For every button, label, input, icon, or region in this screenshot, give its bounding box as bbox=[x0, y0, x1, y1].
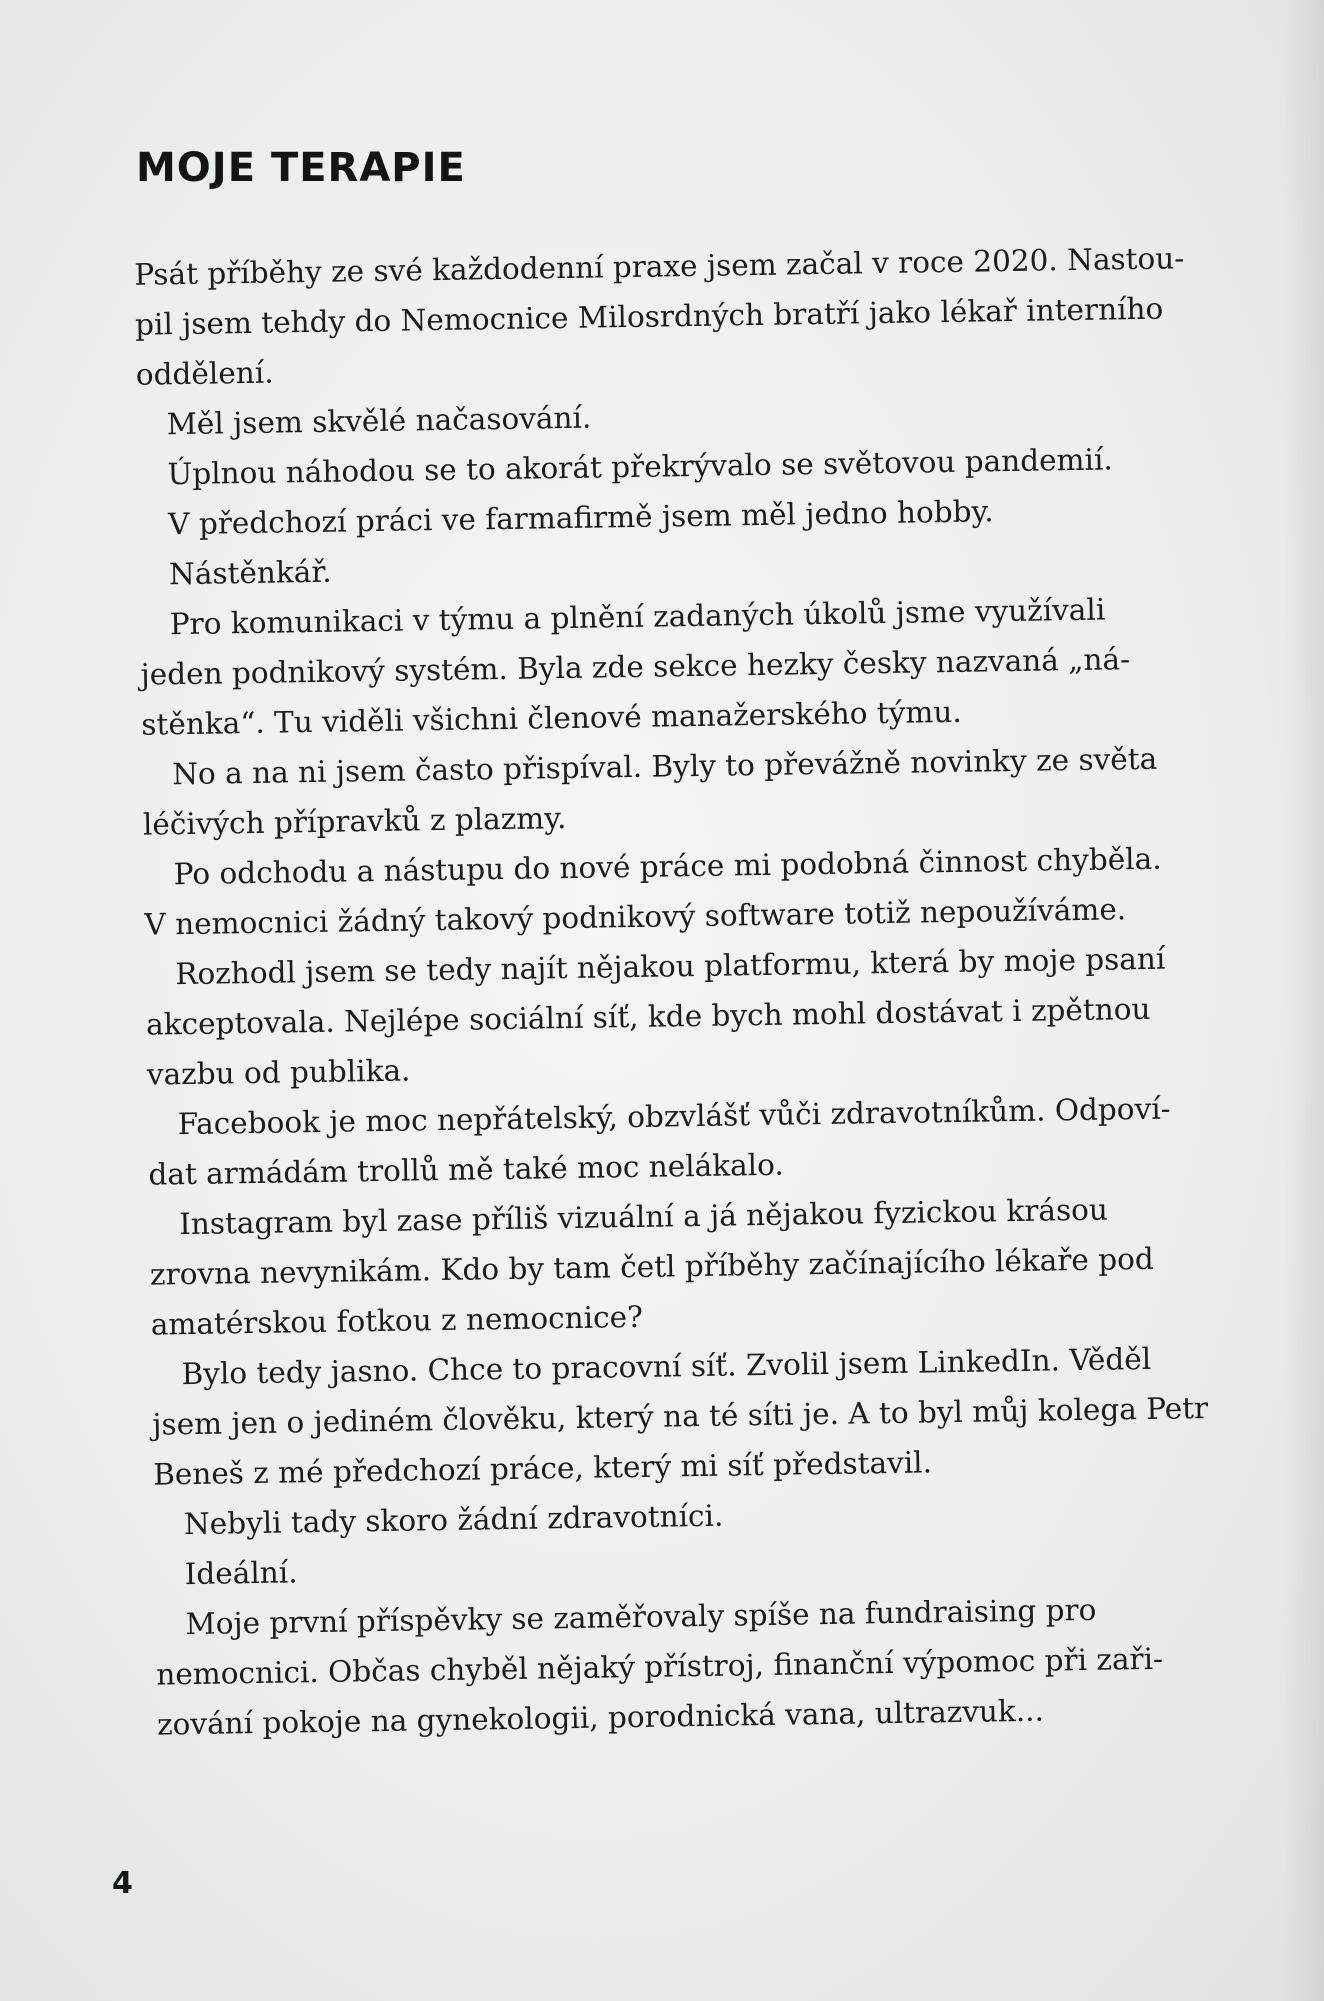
text-line: Moje první příspěvky se zaměřovaly spíše na fundraising pro bbox=[185, 1592, 1097, 1642]
text-line: nemocnici. Občas chyběl nějaký přístroj, finanční výpomoc při zaři- bbox=[156, 1641, 1164, 1692]
text-line: V nemocnici žádný takový podnikový software totiž nepoužíváme. bbox=[144, 892, 1127, 942]
text-line: jsem jen o jediném člověku, který na té síti je. A to byl můj kolega Petr bbox=[152, 1391, 1209, 1442]
text-line: stěnka“. Tu viděli všichni členové manažerského týmu. bbox=[141, 694, 963, 742]
text-line: No a na ni jsem často přispíval. Byly to převážně novinky ze světa bbox=[171, 741, 1158, 792]
text-line: Facebook je moc nepřátelský, obzvlášť vůči zdravotníkům. Odpoví- bbox=[177, 1091, 1171, 1142]
text-line: Pro komunikaci v týmu a plnění zadaných úkolů jsme využívali bbox=[169, 592, 1106, 642]
text-line: jeden podnikový systém. Byla zde sekce hezky česky nazvaná „ná- bbox=[140, 642, 1131, 692]
text-line: Beneš z mé předchozí práce, který mi síť představil. bbox=[152, 1445, 933, 1492]
text-line: zrovna nevynikám. Kdo by tam četl příběhy začínajícího lékaře pod bbox=[149, 1241, 1155, 1292]
text-line: Po odchodu a nástupu do nové práce mi podobná činnost chyběla. bbox=[173, 841, 1162, 892]
text-line: Měl jsem skvělé načasování. bbox=[166, 400, 592, 442]
text-line: Nástěnkář. bbox=[168, 554, 332, 592]
text-line: V předchozí práci ve farmafirmě jsem měl jedno hobby. bbox=[167, 494, 994, 542]
body-text bbox=[118, 238, 1209, 1742]
text-line: akceptovala. Nejlépe sociální síť, kde bych mohl dostávat i zpětnou bbox=[145, 991, 1151, 1042]
text-line: oddělení. bbox=[135, 355, 274, 392]
text-line: Bylo tedy jasno. Chce to pracovní síť. Zvolil jsem LinkedIn. Věděl bbox=[181, 1341, 1152, 1392]
page-edge-shadow bbox=[1284, 0, 1324, 2001]
text-line: vazbu od publika. bbox=[146, 1053, 411, 1092]
text-line: léčivých přípravků z plazmy. bbox=[142, 801, 567, 842]
text-line: Nebyli tady skoro žádní zdravotníci. bbox=[183, 1498, 724, 1542]
chapter-heading: MOJE TERAPIE bbox=[136, 145, 466, 191]
text-line: Instagram byl zase příliš vizuální a já nějakou fyzickou krásou bbox=[178, 1192, 1109, 1242]
text-line: Ideální. bbox=[184, 1555, 298, 1592]
text-line: amatérskou fotkou z nemocnice? bbox=[150, 1299, 644, 1342]
text-line: Úplnou náhodou se to akorát překrývalo se světovou pandemií. bbox=[167, 442, 1114, 492]
text-line: pil jsem tehdy do Nemocnice Milosrdných bratří jako lékař interního bbox=[134, 291, 1164, 342]
text-line: zování pokoje na gynekologii, porodnická vana, ultrazvuk... bbox=[156, 1693, 1045, 1742]
text-line: Psát příběhy ze své každodenní praxe jsem začal v roce 2020. Nastou- bbox=[134, 241, 1185, 292]
text-line: Rozhodl jsem se tedy najít nějakou platformu, která by moje psaní bbox=[175, 941, 1166, 992]
text-line: dat armádám trollů mě také moc nelákalo. bbox=[148, 1147, 784, 1192]
page-number: 4 bbox=[112, 1866, 133, 1901]
